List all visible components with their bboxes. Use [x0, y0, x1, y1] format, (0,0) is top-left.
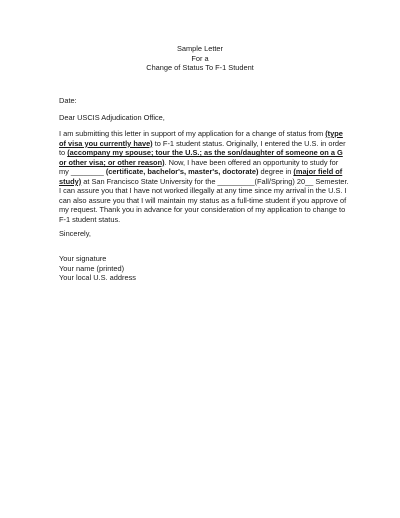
paragraph-2-line-4: F-1 student status. — [59, 214, 121, 224]
paragraph-1-line-3 — [59, 148, 347, 158]
text-segment: . Now, I have been offered an opportunity to study for — [164, 157, 339, 167]
signature-block — [59, 254, 347, 283]
closing: Sincerely, — [59, 229, 91, 238]
paragraph-1-line-1 — [59, 129, 347, 139]
text-segment: my ________ — [59, 167, 106, 177]
paragraph-2-line-1: I can assure you that I have not worked illegally at any time since my arrival in the U.S. I — [59, 186, 347, 195]
placeholder-text: (accompany my spouse; tour the U.S.; as the son/daughter of someone on a G — [67, 148, 343, 158]
paragraph-1-line-2 — [59, 139, 347, 149]
paragraph-1 — [59, 129, 347, 187]
paragraph-1-line-5 — [59, 167, 347, 177]
placeholder-text: (certificate, bachelor's, master's, doctorate) — [105, 167, 259, 177]
heading-line-1: Sample Letter — [176, 44, 223, 53]
salutation: Dear USCIS Adjudication Office, — [59, 113, 165, 122]
date-label: Date: — [59, 96, 77, 105]
letter-heading — [0, 44, 400, 73]
placeholder-text: (type — [325, 129, 343, 138]
heading-line-2: For a — [191, 53, 209, 63]
text-segment: at San Francisco State University for the _________(Fall/Spring) 20__ Semester. — [81, 176, 349, 186]
paragraph-2-line-2: can also assure you that I will maintain my status as a full-time student if you approve of — [59, 195, 347, 205]
placeholder-text: or other visa; or other reason) — [59, 157, 165, 167]
printed-name-line: Your name (printed) — [59, 263, 125, 273]
paragraph-1-line-4 — [59, 158, 347, 168]
heading-line-3: Change of Status To F-1 Student — [146, 63, 254, 72]
paragraph-2 — [59, 186, 347, 224]
text-segment: I am submitting this letter in support of my application for a change of status from — [59, 129, 326, 138]
signature-line: Your signature — [59, 254, 107, 263]
text-segment: to — [59, 148, 68, 158]
address-line: Your local U.S. address — [59, 273, 136, 283]
paragraph-2-line-3: my request. Thank you in advance for your consideration of my application to change to — [59, 205, 346, 215]
text-segment: to F-1 student status. Originally, I entered the U.S. in order — [152, 138, 346, 148]
placeholder-text: of visa you currently have) — [59, 138, 153, 148]
placeholder-text: study) — [59, 176, 82, 186]
placeholder-text: (major field of — [293, 167, 343, 177]
text-segment: degree in — [258, 167, 294, 177]
